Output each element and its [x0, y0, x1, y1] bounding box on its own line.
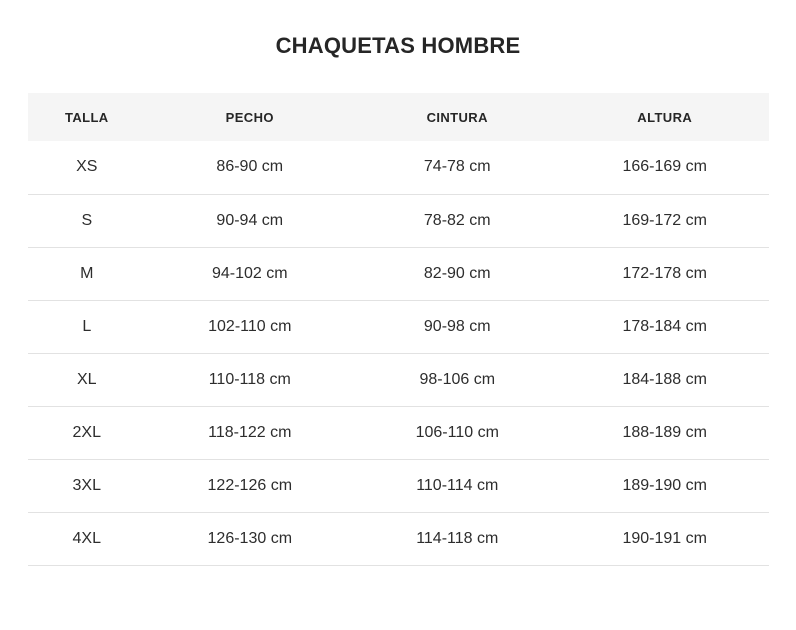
table-row	[28, 406, 769, 459]
column-header-talla: TALLA	[64, 109, 109, 125]
table-header	[28, 93, 769, 141]
size-cell: XS	[28, 141, 147, 194]
chest-cell: 126-130 cm	[146, 512, 353, 565]
height-cell: 188-189 cm	[561, 406, 769, 459]
chest-cell: 110-118 cm	[146, 353, 353, 406]
table-row	[28, 512, 769, 565]
waist-cell: 74-78 cm	[354, 141, 561, 194]
chest-cell: 94-102 cm	[146, 247, 353, 300]
chest-cell: 102-110 cm	[146, 300, 353, 353]
size-cell: M	[28, 247, 147, 300]
chest-cell: 118-122 cm	[146, 406, 353, 459]
size-guide-page	[0, 33, 796, 566]
size-cell: XL	[28, 353, 147, 406]
size-cell: 3XL	[28, 459, 147, 512]
waist-cell: 106-110 cm	[354, 406, 561, 459]
table-row	[28, 459, 769, 512]
waist-cell: 82-90 cm	[354, 247, 561, 300]
table-row	[28, 194, 769, 247]
chest-cell: 122-126 cm	[146, 459, 353, 512]
table-body	[28, 141, 769, 565]
waist-cell: 98-106 cm	[354, 353, 561, 406]
waist-cell: 110-114 cm	[354, 459, 561, 512]
column-header-altura: ALTURA	[637, 109, 693, 125]
table-row	[28, 141, 769, 194]
waist-cell: 78-82 cm	[354, 194, 561, 247]
column-header-pecho: PECHO	[225, 109, 274, 125]
size-chart-table	[28, 93, 769, 566]
height-cell: 166-169 cm	[561, 141, 769, 194]
page-title: CHAQUETAS HOMBRE	[275, 33, 521, 58]
height-cell: 172-178 cm	[561, 247, 769, 300]
waist-cell: 114-118 cm	[354, 512, 561, 565]
table-row	[28, 353, 769, 406]
table-header-row	[28, 93, 769, 141]
chest-cell: 86-90 cm	[146, 141, 353, 194]
height-cell: 190-191 cm	[561, 512, 769, 565]
height-cell: 184-188 cm	[561, 353, 769, 406]
waist-cell: 90-98 cm	[354, 300, 561, 353]
column-header-cintura: CINTURA	[426, 109, 488, 125]
height-cell: 178-184 cm	[561, 300, 769, 353]
table-row	[28, 247, 769, 300]
chest-cell: 90-94 cm	[146, 194, 353, 247]
table-row	[28, 300, 769, 353]
height-cell: 169-172 cm	[561, 194, 769, 247]
size-cell: 4XL	[28, 512, 147, 565]
size-cell: L	[28, 300, 147, 353]
size-cell: 2XL	[28, 406, 147, 459]
height-cell: 189-190 cm	[561, 459, 769, 512]
size-cell: S	[28, 194, 147, 247]
